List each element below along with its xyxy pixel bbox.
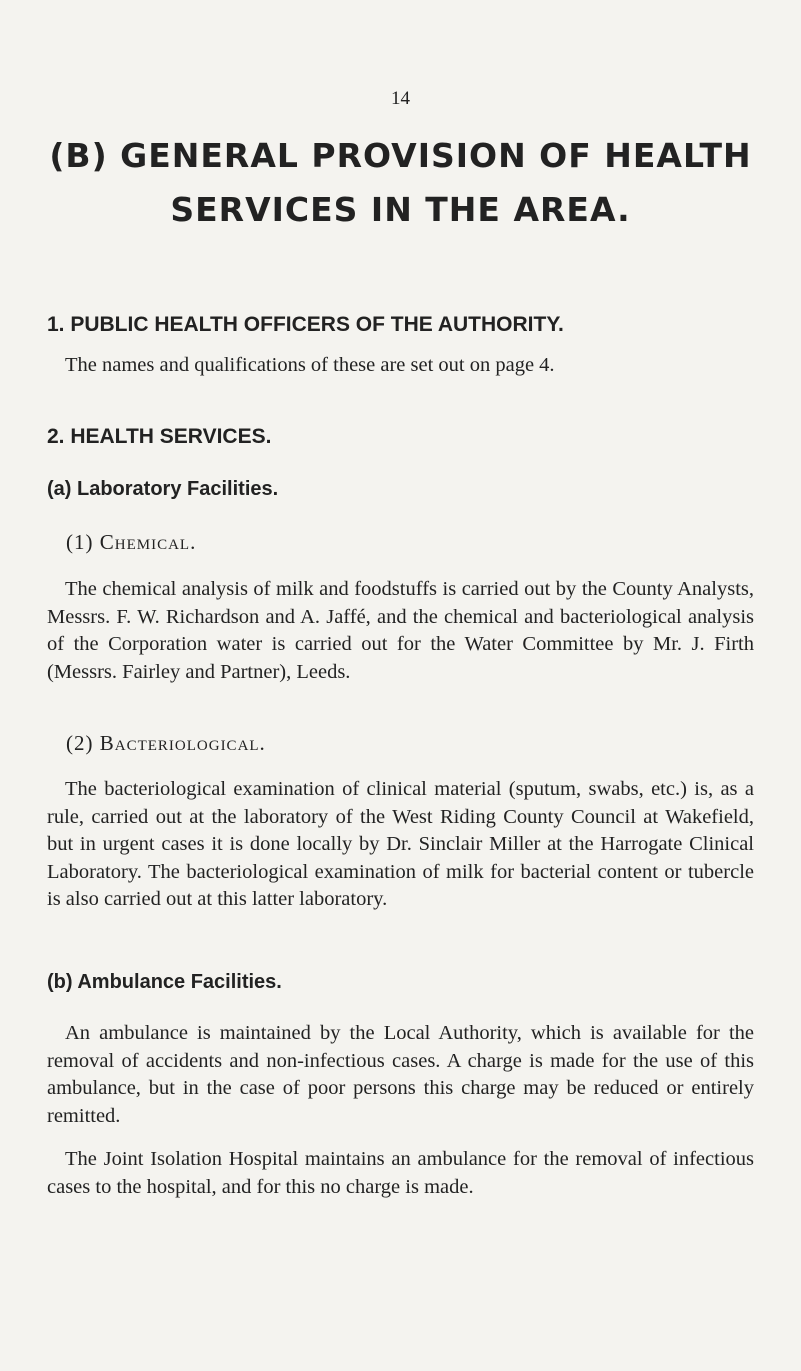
ambulance-text-1: An ambulance is maintained by the Local Authority, which is available for the removal of accidents and non-infectious cases. A charge is made for the use of this ambulance, but in the case of poor persons this charge may be reduced or entirely remitted. [47,1022,754,1127]
section-2-heading: 2. HEALTH SERVICES. [47,425,272,448]
chemical-text: The chemical analysis of milk and foodstuffs is carried out by the County Analysts, Messrs. F. W. Richardson and A. Jaffé, and the chemical and bacteriological analysis of the Corporation water is carried out for the Water Committee by Mr. J. Firth (Messrs. Fairley and Partner), Leeds. [47,578,754,683]
ambulance-facilities-heading: (b) Ambulance Facilities. [47,971,282,993]
bacteriological-heading: (2) Bacteriological. [66,731,266,755]
bacteriological-text: The bacteriological examination of clinical material (sputum, swabs, etc.) is, as a rule, carried out at the laboratory of the West Riding County Council at Wakefield, but in urgent cases it is done locally by Dr. Sinclair Miller at the Harrogate Clinical Laboratory. The bacteriological examination of milk for bacterial content or tubercle is also carried out at this latter laboratory. [47,778,754,910]
section-1-heading: 1. PUBLIC HEALTH OFFICERS OF THE AUTHORITY. [47,313,564,336]
ambulance-text-2: The Joint Isolation Hospital maintains an ambulance for the removal of infectious cases to the hospital, and for this no charge is made. [47,1148,754,1198]
page-title-line-2: SERVICES IN THE AREA. [170,190,631,229]
page-title-line-1: (B) GENERAL PROVISION OF HEALTH [49,136,752,175]
section-1-text: The names and qualifications of these are set out on page 4. [65,354,555,376]
laboratory-facilities-heading: (a) Laboratory Facilities. [47,478,279,500]
chemical-heading: (1) Chemical. [66,530,197,554]
page-number: 14 [391,88,410,109]
